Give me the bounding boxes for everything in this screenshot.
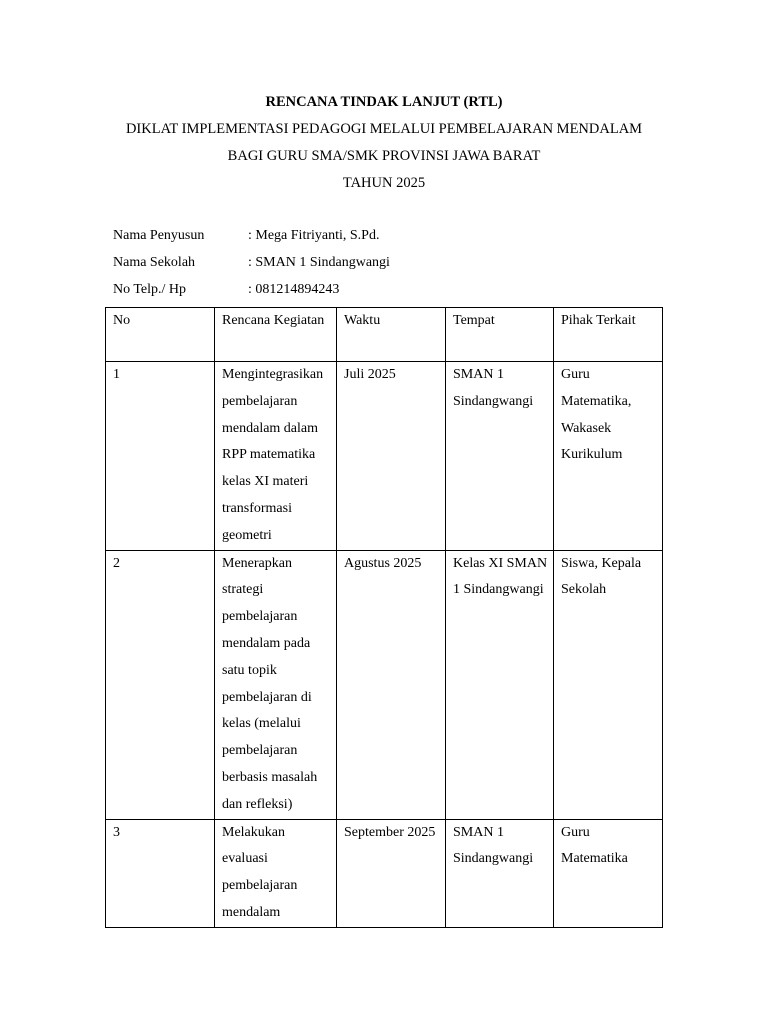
table-row	[106, 819, 663, 927]
header-cell-tempat: Tempat	[446, 308, 554, 362]
document-subtitle-line-2: BAGI GURU SMA/SMK PROVINSI JAWA BARAT	[227, 148, 541, 164]
info-value: : Mega Fitriyanti, S.Pd.	[248, 228, 380, 243]
cell-waktu: Agustus 2025	[337, 550, 446, 819]
document-year: TAHUN 2025	[342, 175, 426, 191]
cell-tempat: Kelas XI SMAN 1 Sindangwangi	[446, 550, 554, 819]
cell-rencana: Mengintegrasikan pembelajaran mendalam dalam RPP matematika kelas XI materi transformasi geometri	[215, 362, 337, 551]
info-label: No Telp./ Hp	[113, 282, 187, 297]
info-label: Nama Sekolah	[113, 255, 196, 270]
cell-tempat: SMAN 1 Sindangwangi	[446, 362, 554, 551]
cell-rencana: Melakukan evaluasi pembelajaran mendalam	[215, 819, 337, 927]
header-cell-waktu: Waktu	[337, 308, 446, 362]
document-subtitle-line-1: DIKLAT IMPLEMENTASI PEDAGOGI MELALUI PEMBELAJARAN MENDALAM	[125, 121, 643, 137]
table-row	[106, 550, 663, 819]
document-title: RENCANA TINDAK LANJUT (RTL)	[265, 94, 503, 110]
table-row	[106, 362, 663, 551]
header-cell-no: No	[106, 308, 215, 362]
cell-waktu: Juli 2025	[337, 362, 446, 551]
cell-tempat: SMAN 1 Sindangwangi	[446, 819, 554, 927]
cell-pihak: Guru Matematika, Wakasek Kurikulum	[554, 362, 663, 551]
rtl-table	[105, 307, 663, 928]
cell-waktu: September 2025	[337, 819, 446, 927]
info-label: Nama Penyusun	[113, 228, 205, 243]
table-header-row	[106, 308, 663, 362]
info-value: : SMAN 1 Sindangwangi	[248, 255, 390, 270]
header-cell-rencana: Rencana Kegiatan	[215, 308, 337, 362]
cell-no: 3	[106, 819, 215, 927]
cell-pihak: Siswa, Kepala Sekolah	[554, 550, 663, 819]
cell-no: 2	[106, 550, 215, 819]
header-cell-pihak: Pihak Terkait	[554, 308, 663, 362]
info-value: : 081214894243	[248, 282, 340, 297]
cell-rencana: Menerapkan strategi pembelajaran mendalam pada satu topik pembelajaran di kelas (melalui pembelajaran berbasis masalah dan refleksi)	[215, 550, 337, 819]
cell-pihak: Guru Matematika	[554, 819, 663, 927]
cell-no: 1	[106, 362, 215, 551]
